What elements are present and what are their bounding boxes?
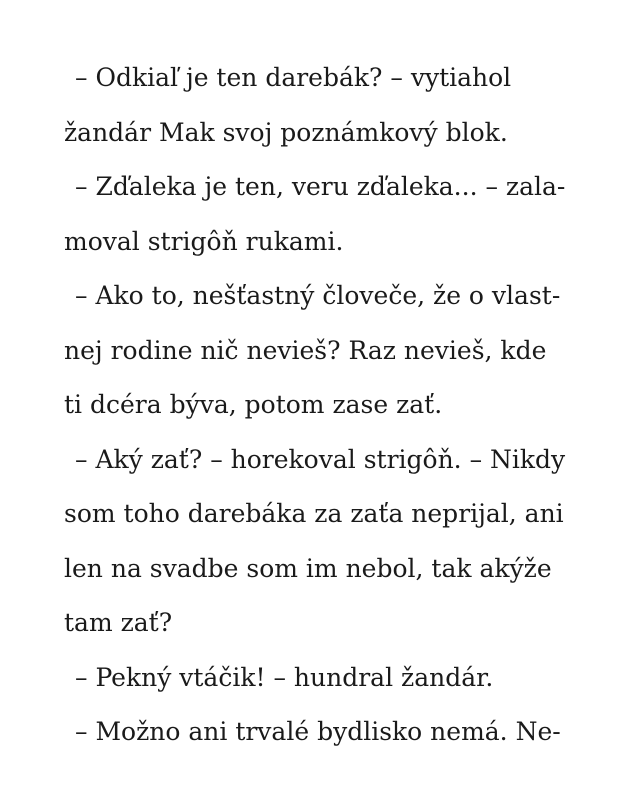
text-line: – Odkiaľ je ten darebák? – vytiahol (75, 63, 512, 92)
text-line: moval strigôň rukami. (64, 226, 344, 256)
text-line: – Ako to, nešťastný človeče, že o vlast- (75, 281, 561, 310)
text-line: som toho darebáka za zaťa neprijal, ani (64, 499, 564, 528)
text-line: – Možno ani trvalé bydlisko nemá. Ne- (75, 717, 561, 746)
text-line: žandár Mak svoj poznámkový blok. (64, 117, 508, 147)
text-line: – Zďaleka je ten, veru zďaleka... – zala- (75, 172, 566, 201)
text-line: ti dcéra býva, potom zase zať. (64, 390, 443, 419)
page-text (64, 56, 592, 765)
text-line: – Aký zať? – horekoval strigôň. – Nikdy (75, 444, 566, 474)
text-line: len na svadbe som im nebol, tak akýže (64, 553, 552, 583)
text-line: nej rodine nič nevieš? Raz nevieš, kde (64, 335, 547, 365)
text-line: – Pekný vtáčik! – hundral žandár. (75, 662, 494, 692)
text-line: tam zať? (64, 608, 173, 637)
